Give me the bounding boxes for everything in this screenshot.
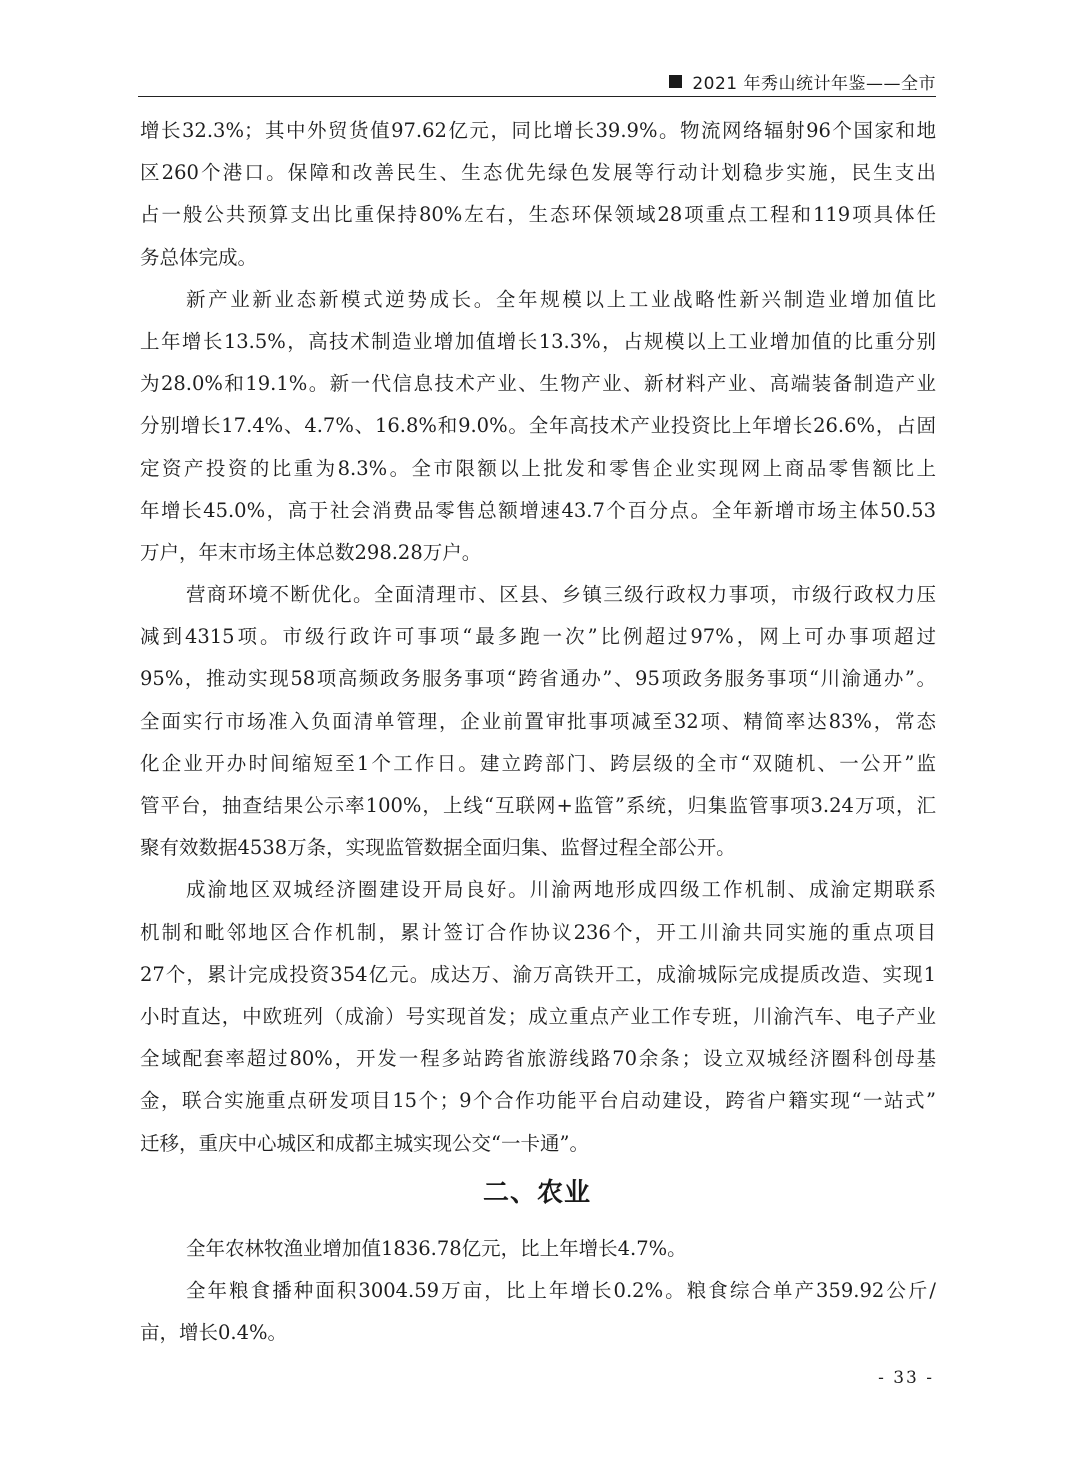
section-heading: 二、农业 [482,1178,591,1208]
text-line: 全年农林牧渔业增加值1836.78亿元，比上年增长4.7%。 [186,1237,687,1260]
text-line: 定资产投资的比重为8.3%。全市限额以上批发和零售企业实现网上商品零售额比上 [140,456,936,480]
text-line: 95%，推动实现58项高频政务服务事项“跨省通办”、95项政务服务事项“川渝通办”。 [140,667,936,691]
text-line: 亩，增长0.4%。 [140,1321,288,1345]
text-line: 迁移，重庆中心城区和成都主城实现公交“一卡通”。 [140,1131,589,1155]
text-line: 27个，累计完成投资354亿元。成达万、渝万高铁开工，成渝城际完成提质改造、实现1 [140,962,936,986]
running-header [138,66,936,97]
text-line: 上年增长13.5%，高技术制造业增加值增长13.3%，占规模以上工业增加值的比重分别 [140,329,936,353]
text-line: 小时直达，中欧班列（成渝）号实现首发；成立重点产业工作专班，川渝汽车、电子产业 [140,1004,936,1028]
text-line: 全年粮食播种面积3004.59万亩，比上年增长0.2%。粮食综合单产359.92公斤/ [186,1279,936,1303]
text-line: 营商环境不断优化。全面清理市、区县、乡镇三级行政权力事项，市级行政权力压 [186,583,936,607]
text-line: 聚有效数据4538万条，实现监管数据全面归集、监督过程全部公开。 [140,836,736,860]
text-line: 新产业新业态新模式逆势成长。全年规模以上工业战略性新兴制造业增加值比 [186,287,936,311]
text-line: 全面实行市场准入负面清单管理，企业前置审批事项减至32项、精简率达83%，常态 [140,709,936,733]
text-line: 分别增长17.4%、4.7%、16.8%和9.0%。全年高技术产业投资比上年增长26.6%，占固 [140,414,936,438]
text-line: 万户，年末市场主体总数298.28万户。 [140,540,482,564]
text-line: 区260个港口。保障和改善民生、生态优先绿色发展等行动计划稳步实施，民生支出 [140,161,936,185]
text-line: 金，联合实施重点研发项目15个；9个合作功能平台启动建设，跨省户籍实现“一站式” [140,1089,936,1113]
body-text [140,110,936,1165]
header-square-icon [669,75,682,88]
header-title: 2021 年秀山统计年鉴——全市 [692,73,936,94]
text-line: 务总体完成。 [140,245,258,269]
text-line: 减到4315项。市级行政许可事项“最多跑一次”比例超过97%，网上可办事项超过 [140,625,936,649]
text-line: 全域配套率超过80%，开发一程多站跨省旅游线路70余条；设立双城经济圈科创母基 [140,1047,936,1071]
text-line: 管平台，抽查结果公示率100%，上线“互联网+监管”系统，归集监管事项3.24万项，汇 [140,794,936,817]
page-number: - 33 - [878,1368,934,1388]
text-line: 成渝地区双城经济圈建设开局良好。川渝两地形成四级工作机制、成渝定期联系 [186,878,936,902]
text-line: 机制和毗邻地区合作机制，累计签订合作协议236个，开工川渝共同实施的重点项目 [140,920,936,944]
text-line: 化企业开办时间缩短至1个工作日。建立跨部门、跨层级的全市“双随机、一公开”监 [140,751,936,775]
text-line: 年增长45.0%，高于社会消费品零售总额增速43.7个百分点。全年新增市场主体50.53 [140,498,936,522]
text-line: 占一般公共预算支出比重保持80%左右，生态环保领域28项重点工程和119项具体任 [140,203,936,227]
agriculture-body-text [140,1228,936,1355]
text-line: 为28.0%和19.1%。新一代信息技术产业、生物产业、新材料产业、高端装备制造产业 [140,372,936,396]
text-line: 增长32.3%；其中外贸货值97.62亿元，同比增长39.9%。物流网络辐射96个国家和地 [140,119,936,142]
